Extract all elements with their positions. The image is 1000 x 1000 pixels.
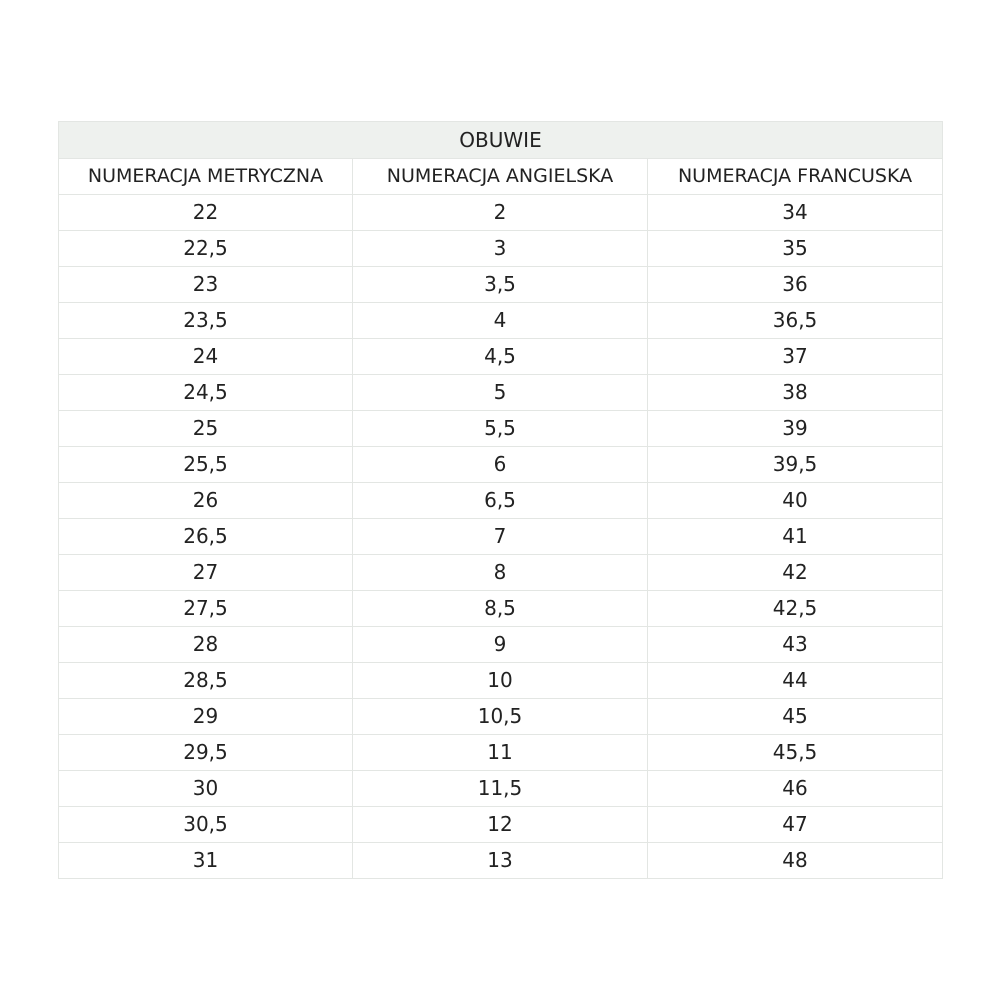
- cell-metric: 27,5: [59, 591, 353, 627]
- table-row: [59, 267, 943, 303]
- header-french: NUMERACJA FRANCUSKA: [648, 159, 943, 195]
- cell-english: 6: [353, 447, 648, 483]
- table-row: [59, 195, 943, 231]
- cell-metric: 22,5: [59, 231, 353, 267]
- table-title-row: [59, 122, 943, 159]
- table-row: [59, 447, 943, 483]
- table-row: [59, 483, 943, 519]
- cell-english: 10,5: [353, 699, 648, 735]
- table-row: [59, 591, 943, 627]
- header-english: NUMERACJA ANGIELSKA: [353, 159, 648, 195]
- cell-french: 35: [648, 231, 943, 267]
- cell-metric: 29: [59, 699, 353, 735]
- cell-metric: 23,5: [59, 303, 353, 339]
- cell-english: 4,5: [353, 339, 648, 375]
- header-metric: NUMERACJA METRYCZNA: [59, 159, 353, 195]
- table-row: [59, 375, 943, 411]
- cell-french: 42,5: [648, 591, 943, 627]
- table-row: [59, 843, 943, 879]
- table-row: [59, 735, 943, 771]
- table-row: [59, 339, 943, 375]
- cell-french: 45,5: [648, 735, 943, 771]
- cell-french: 38: [648, 375, 943, 411]
- cell-metric: 25: [59, 411, 353, 447]
- table-row: [59, 231, 943, 267]
- cell-french: 36: [648, 267, 943, 303]
- cell-french: 37: [648, 339, 943, 375]
- cell-metric: 30: [59, 771, 353, 807]
- cell-english: 3,5: [353, 267, 648, 303]
- cell-english: 11: [353, 735, 648, 771]
- cell-french: 46: [648, 771, 943, 807]
- cell-metric: 25,5: [59, 447, 353, 483]
- cell-french: 47: [648, 807, 943, 843]
- table-row: [59, 555, 943, 591]
- cell-metric: 22: [59, 195, 353, 231]
- cell-english: 4: [353, 303, 648, 339]
- cell-french: 40: [648, 483, 943, 519]
- table-row: [59, 519, 943, 555]
- cell-metric: 26: [59, 483, 353, 519]
- cell-english: 2: [353, 195, 648, 231]
- cell-metric: 28,5: [59, 663, 353, 699]
- cell-french: 41: [648, 519, 943, 555]
- cell-english: 8,5: [353, 591, 648, 627]
- cell-english: 5: [353, 375, 648, 411]
- cell-english: 6,5: [353, 483, 648, 519]
- cell-metric: 26,5: [59, 519, 353, 555]
- cell-metric: 30,5: [59, 807, 353, 843]
- cell-english: 11,5: [353, 771, 648, 807]
- cell-french: 39: [648, 411, 943, 447]
- table-row: [59, 627, 943, 663]
- cell-english: 5,5: [353, 411, 648, 447]
- table-body: [59, 195, 943, 879]
- cell-french: 34: [648, 195, 943, 231]
- cell-metric: 24: [59, 339, 353, 375]
- cell-french: 42: [648, 555, 943, 591]
- table-row: [59, 699, 943, 735]
- cell-metric: 29,5: [59, 735, 353, 771]
- table-title: OBUWIE: [59, 122, 943, 159]
- cell-english: 12: [353, 807, 648, 843]
- cell-english: 7: [353, 519, 648, 555]
- table-header-row: [59, 159, 943, 195]
- table-row: [59, 771, 943, 807]
- cell-metric: 28: [59, 627, 353, 663]
- cell-french: 44: [648, 663, 943, 699]
- table-row: [59, 663, 943, 699]
- table-row: [59, 303, 943, 339]
- cell-french: 39,5: [648, 447, 943, 483]
- cell-metric: 23: [59, 267, 353, 303]
- cell-metric: 31: [59, 843, 353, 879]
- shoe-size-table: [58, 121, 943, 879]
- cell-english: 3: [353, 231, 648, 267]
- cell-french: 45: [648, 699, 943, 735]
- cell-french: 43: [648, 627, 943, 663]
- cell-english: 8: [353, 555, 648, 591]
- cell-english: 13: [353, 843, 648, 879]
- cell-french: 36,5: [648, 303, 943, 339]
- cell-english: 9: [353, 627, 648, 663]
- table-row: [59, 807, 943, 843]
- cell-english: 10: [353, 663, 648, 699]
- cell-metric: 27: [59, 555, 353, 591]
- cell-french: 48: [648, 843, 943, 879]
- cell-metric: 24,5: [59, 375, 353, 411]
- table-row: [59, 411, 943, 447]
